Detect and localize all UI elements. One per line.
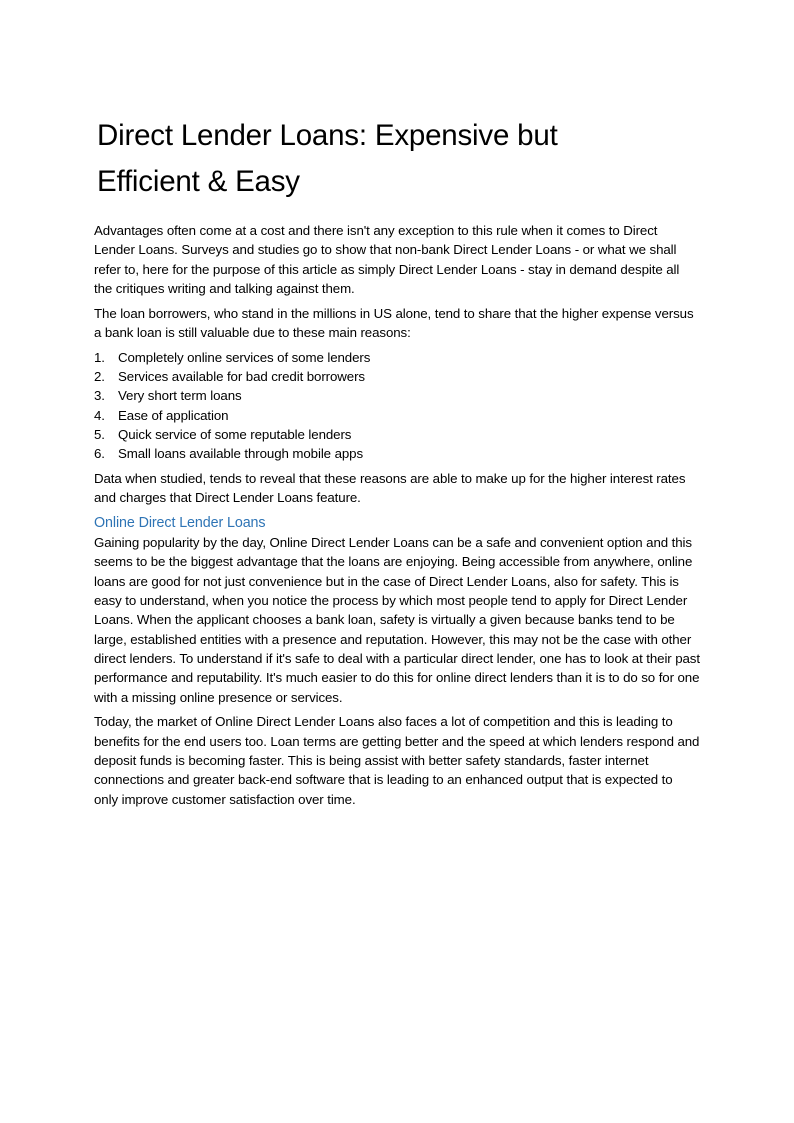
list-item [94,348,700,367]
list-item-number: 4. [94,407,105,423]
intro-paragraph-2: The loan borrowers, who stand in the millions in US alone, tend to share that the higher expense versus a bank loan is still valuable due to these main reasons: [94,305,694,340]
list-item [94,444,700,463]
list-item-number: 6. [94,446,105,462]
document-title: Direct Lender Loans: Expensive but Efficient & Easy [97,119,558,198]
list-item-text: Small loans available through mobile apps [118,446,363,462]
section-paragraph-2: Today, the market of Online Direct Lender Loans also faces a lot of competition and this is leading to benefits for the end users too. Loan terms are getting better and the speed at which lenders respond and deposit funds is becoming faster. This is being assist with better safety standards, faster internet connections and greater back-end software that is leading to an enhanced output that is expected to only improve customer satisfaction over time. [94,714,700,807]
list-item-text: Ease of application [118,407,229,423]
list-item-number: 2. [94,369,105,385]
list-item [94,386,700,405]
after-list-paragraph: Data when studied, tends to reveal that these reasons are able to make up for the higher interest rates and charges that Direct Lender Loans feature. [94,471,686,506]
intro-paragraph-1: Advantages often come at a cost and there isn't any exception to this rule when it comes to Direct Lender Loans. Surveys and studies go to show that non-bank Direct Lender Loans - or what we shall refer to, here for the purpose of this article as simply Direct Lender Loans - stay in demand despite all the critiques writing and talking against them. [94,223,680,296]
section-heading: Online Direct Lender Loans [94,515,266,532]
section-paragraph-1: Gaining popularity by the day, Online Direct Lender Loans can be a safe and convenient option and this seems to be the biggest advantage that the loans are enjoying. Being accessible from anywhere, online loans are good for not just convenience but in the case of Direct Lender Loans, also for safety. This is easy to understand, when you notice the process by which most people tend to apply for Direct Lender Loans. When the applicant chooses a bank loan, safety is virtually a given because banks tend to be large, established entities with a presence and reputation. However, this may not be the case with other direct lenders. To understand if it's safe to deal with a particular direct lender, one has to look at their past performance and reputability. It's much easier to do this for online direct lenders than it is to do so for one with a missing online presence or services. [94,535,700,705]
list-item-number: 3. [94,388,105,404]
list-item-number: 5. [94,426,105,442]
list-item [94,425,700,444]
list-item-text: Quick service of some reputable lenders [118,426,352,442]
list-item-text: Services available for bad credit borrowers [118,369,365,385]
list-item-text: Completely online services of some lenders [118,349,371,365]
reasons-list [94,348,700,464]
document-body [94,221,700,814]
list-item [94,367,700,386]
list-item [94,406,700,425]
list-item-text: Very short term loans [118,388,242,404]
list-item-number: 1. [94,349,105,365]
